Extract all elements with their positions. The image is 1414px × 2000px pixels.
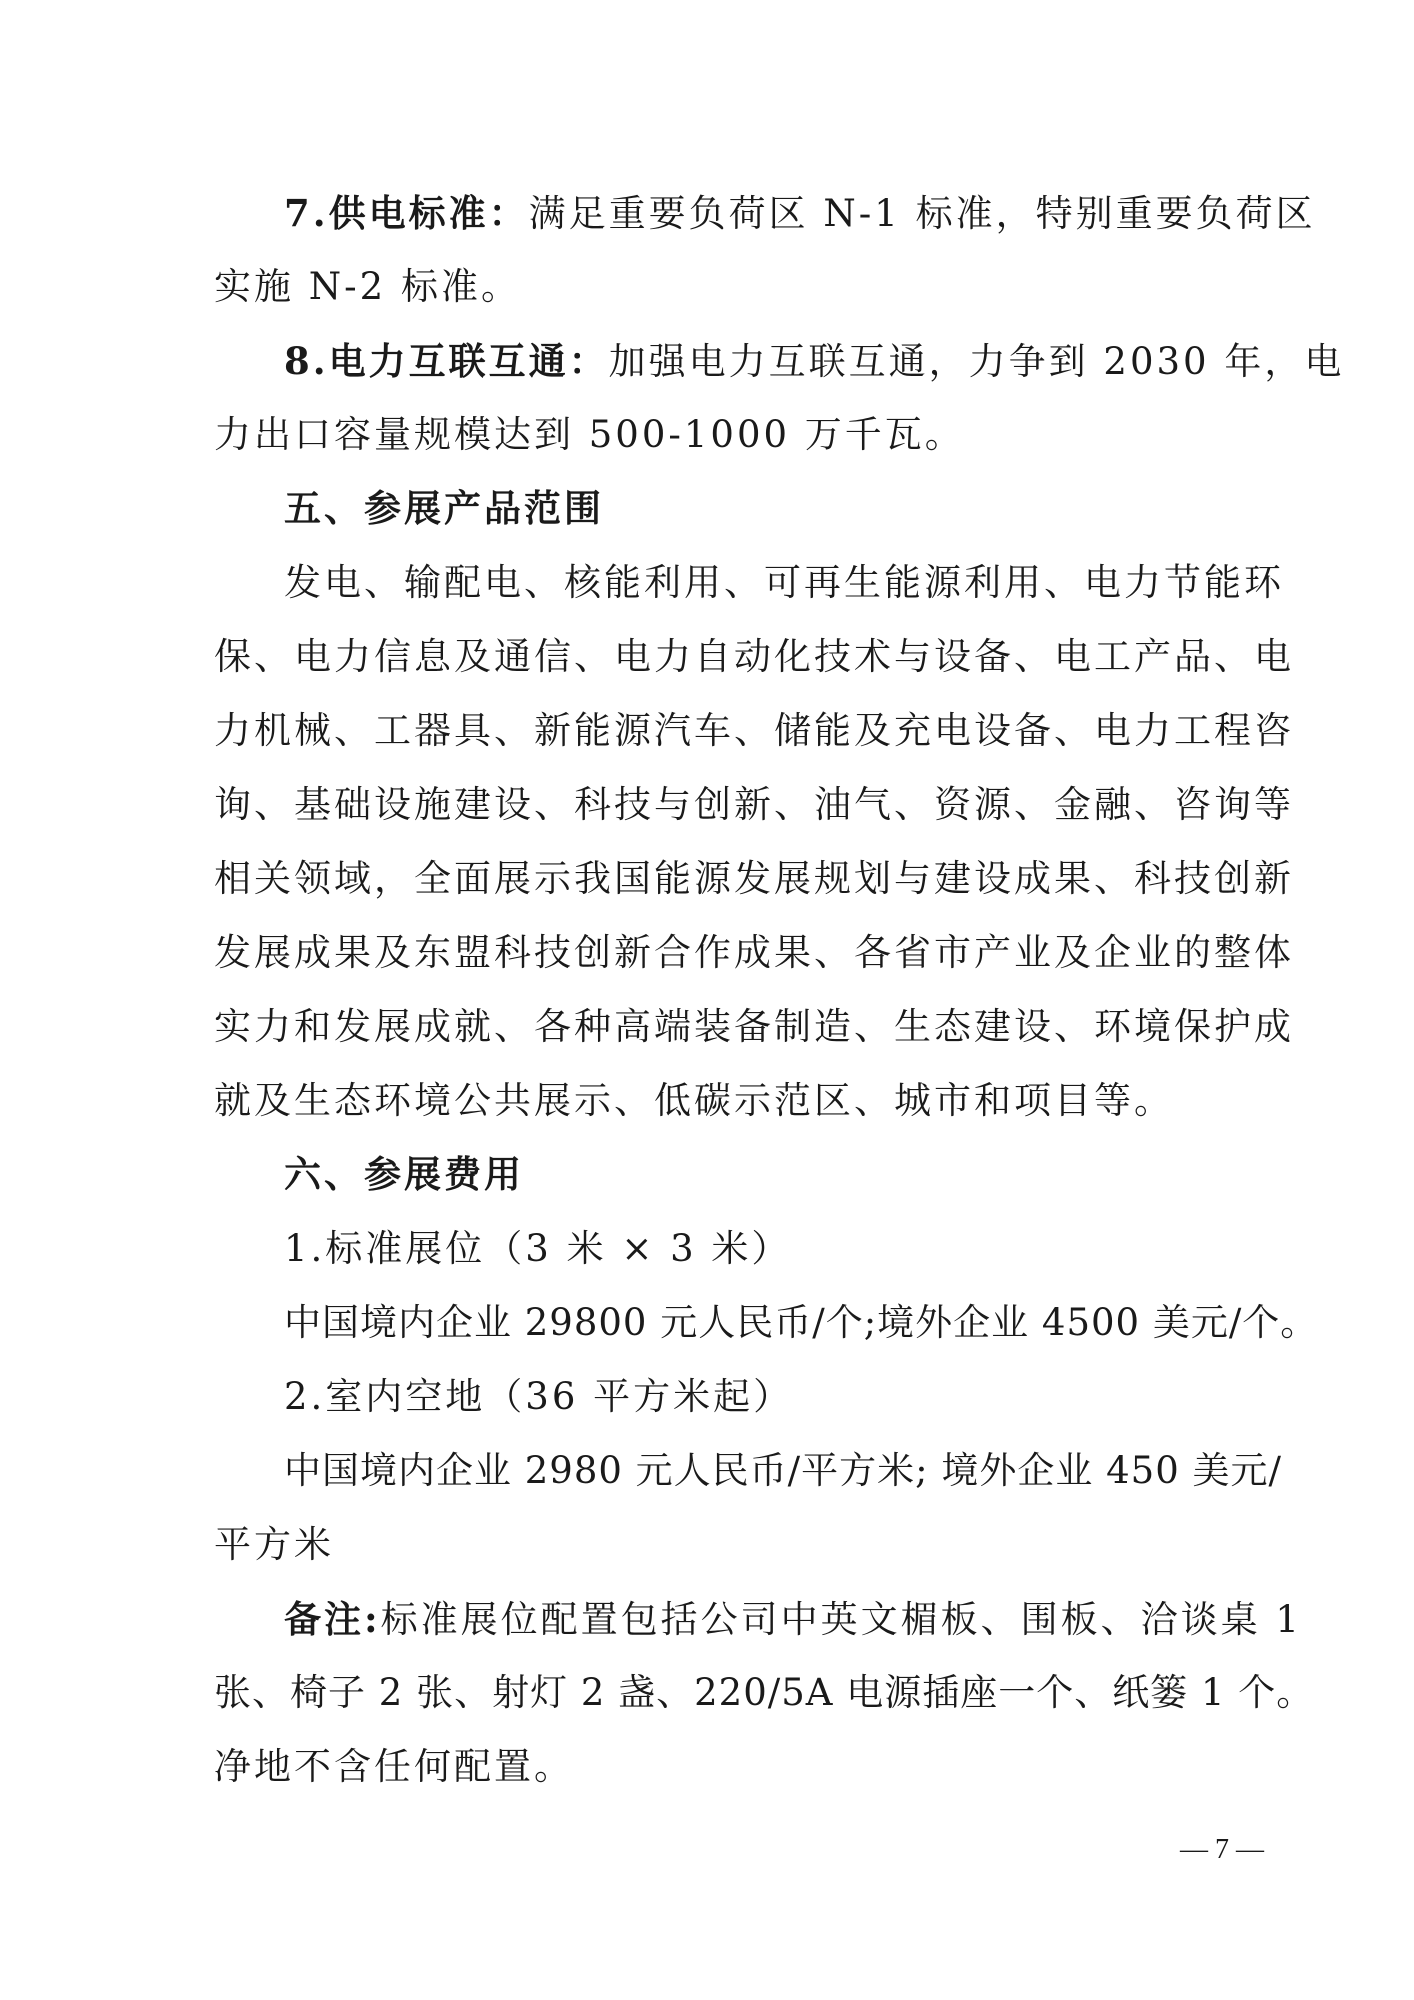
note-line1	[214, 1582, 1302, 1656]
power-standard-line1	[214, 176, 1316, 250]
interconnection-line1	[214, 324, 1345, 398]
power-standard-text-1: 满足重要负荷区 N-1 标准，特别重要负荷区	[528, 192, 1316, 235]
scope-line-6: 发展成果及东盟科技创新合作成果、各省市产业及企业的整体	[214, 931, 1294, 974]
power-standard-line2: 实施 N-2 标准。	[214, 265, 521, 308]
document-body	[214, 176, 1345, 1804]
fee-item-indoor-space-title: 2.室内空地（36 平方米起）	[284, 1375, 794, 1418]
fee-item-standard-booth-price: 中国境内企业 29800 元人民币/个;境外企业 4500 美元/个。	[284, 1301, 1319, 1344]
page-number: — 7 —	[1180, 1834, 1264, 1865]
fee-item-indoor-space-price-line2: 平方米	[214, 1523, 334, 1566]
note-line3: 净地不含任何配置。	[214, 1745, 574, 1788]
heading-product-scope: 五、参展产品范围	[284, 487, 604, 530]
power-standard-label: 7.供电标准：	[284, 191, 529, 235]
interconnection-label: 8.电力互联互通：	[284, 339, 609, 383]
fee-item-standard-booth-title: 1.标准展位（3 米 × 3 米）	[284, 1227, 792, 1270]
fee-item-indoor-space-price-line1: 中国境内企业 2980 元人民币/平方米; 境外企业 450 美元/	[284, 1449, 1282, 1492]
scope-line-1: 发电、输配电、核能利用、可再生能源利用、电力节能环	[284, 561, 1284, 604]
scope-line-3: 力机械、工器具、新能源汽车、储能及充电设备、电力工程咨	[214, 709, 1294, 752]
note-label: 备注:	[284, 1597, 381, 1641]
interconnection-line2: 力出口容量规模达到 500-1000 万千瓦。	[214, 413, 965, 456]
scope-line-7: 实力和发展成就、各种高端装备制造、生态建设、环境保护成	[214, 1005, 1294, 1048]
scope-line-4: 询、基础设施建设、科技与创新、油气、资源、金融、咨询等	[214, 783, 1294, 826]
scope-line-2: 保、电力信息及通信、电力自动化技术与设备、电工产品、电	[214, 635, 1294, 678]
interconnection-text-1: 加强电力互联互通，力争到 2030 年，电	[608, 340, 1345, 383]
scope-line-5: 相关领域，全面展示我国能源发展规划与建设成果、科技创新	[214, 857, 1294, 900]
heading-exhibition-fees: 六、参展费用	[284, 1153, 524, 1196]
note-line2: 张、椅子 2 张、射灯 2 盏、220/5A 电源插座一个、纸篓 1 个。	[214, 1671, 1315, 1714]
note-text-1: 标准展位配置包括公司中英文楣板、围板、洽谈桌 1	[380, 1598, 1302, 1641]
scope-line-8: 就及生态环境公共展示、低碳示范区、城市和项目等。	[214, 1079, 1174, 1122]
